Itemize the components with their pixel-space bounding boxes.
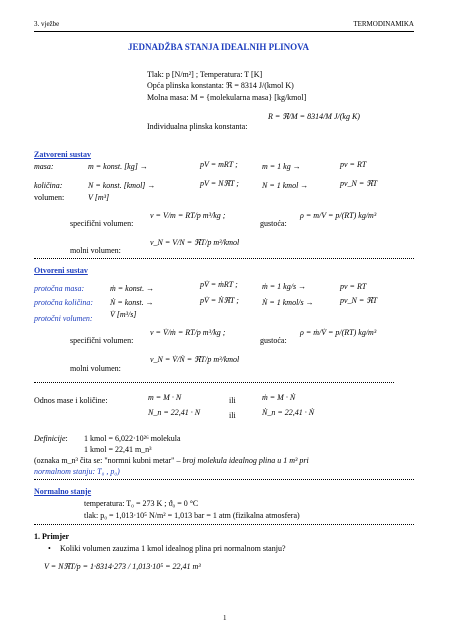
closed-kol-eq: pV = NℜT ;: [200, 179, 239, 188]
open-kol-unit: Ṅ = 1 kmol/s →: [262, 298, 314, 307]
open-masa-label: protočna masa:: [34, 284, 85, 293]
closed-kol-res: pv_N = ℜT: [340, 179, 378, 188]
intro-line-4-label: Individualna plinska konstanta:: [147, 122, 248, 131]
open-molni-label: molni volumen:: [70, 364, 121, 373]
closed-masa-res: pv = RT: [340, 160, 367, 169]
definicije-label: Definicije: [34, 434, 66, 443]
intro-line-4-formula: R = ℜ/M = 8314/M J/(kg K): [268, 112, 360, 121]
odnos-ili-1: ili: [229, 396, 236, 405]
closed-kol-unit: N = 1 kmol →: [262, 181, 309, 190]
open-heading: Otvoreni sustav: [34, 266, 88, 275]
closed-vol-def: V [m³]: [88, 193, 110, 202]
intro-line-1: Tlak: p [N/m²] ; Temperatura: T [K]: [147, 70, 263, 79]
closed-spec-eq: v = V/m = RT/p m³/kg ;: [150, 211, 226, 220]
open-spec-eq: v = V̇/ṁ = RT/p m³/kg ;: [150, 328, 226, 337]
open-vol-label: protočni volumen:: [34, 314, 93, 323]
primjer-solution: V = NℜT/p = 1·8314·273 / 1,013·10⁵ = 22,41 m³: [44, 562, 201, 571]
normalno-tlak: tlak: p₀ = 1,013·10⁵ N/m² = 1,013 bar = 1 atm (fizikalna atmosfera): [84, 511, 300, 520]
definicije-2: 1 kmol = 22,41 m_n³: [84, 445, 152, 454]
closed-heading: Zatvoreni sustav: [34, 150, 91, 159]
closed-molni-label: molni volumen:: [70, 246, 121, 255]
open-masa-def: ṁ = konst. →: [110, 284, 155, 293]
odnos-eq-1: m = M · N: [148, 393, 182, 402]
closed-gust-label: gustoća:: [260, 219, 287, 228]
page-title: JEDNADŽBA STANJA IDEALNIH PLINOVA: [128, 42, 309, 52]
definicije-4: normalnom stanju: T₀ , p₀): [34, 467, 120, 476]
open-kol-eq: pV̇ = ṄℜT ;: [200, 296, 239, 305]
header-left: 3. vježbe: [34, 20, 60, 28]
open-gust-eq: ρ = ṁ/V̇ = p/(RT) kg/m³: [300, 328, 377, 337]
primjer-heading: 1. Primjer: [34, 532, 70, 541]
normalno-heading: Normalno stanje: [34, 487, 92, 496]
closed-gust-eq: ρ = m/V = p/(RT) kg/m³: [300, 211, 377, 220]
closed-molni-eq: v_N = V/N = ℜT/p m³/kmol: [150, 238, 240, 247]
closed-spec-label: specifični volumen:: [70, 219, 134, 228]
closed-masa-def: m = konst. [kg] →: [88, 162, 148, 171]
odnos-eq-3: N_n = 22,41 · N: [148, 408, 201, 417]
odnos-label: Odnos mase i količine:: [34, 396, 108, 405]
closed-masa-eq: pV = mRT ;: [200, 160, 238, 169]
divider: [34, 382, 394, 383]
closed-masa-unit: m = 1 kg →: [262, 162, 301, 171]
open-kol-res: pv_N = ℜT: [340, 296, 378, 305]
open-gust-label: gustoća:: [260, 336, 287, 345]
definicije-block: Definicije:: [34, 434, 68, 443]
definicije-1: 1 kmol = 6,022·10²⁶ molekula: [84, 434, 181, 443]
definicije-3: (oznaka m_n³ čita se: "normni kubni metar" – broj molekula idealnog plina u 1 m³ pri: [34, 456, 309, 465]
closed-kol-def: N = konst. [kmol] →: [88, 181, 156, 190]
intro-line-2: Opća plinska konstanta: ℜ = 8314 J/(kmol K): [147, 81, 294, 90]
open-masa-unit: ṁ = 1 kg/s →: [262, 282, 307, 291]
header-rule: [34, 31, 414, 32]
divider: [34, 479, 414, 480]
page-number: 1: [223, 614, 227, 622]
divider: [34, 524, 414, 525]
odnos-eq-4: Ṅ_n = 22,41 · Ṅ: [262, 408, 315, 417]
divider: [34, 258, 414, 259]
normalno-temp: temperatura: T₀ = 273 K ; ϑ₀ = 0 °C: [84, 499, 199, 508]
primjer-bullet: •: [48, 544, 51, 553]
odnos-ili-2: ili: [229, 411, 236, 420]
closed-kol-label: količina:: [34, 181, 63, 190]
open-vol-def: V̇ [m³/s]: [110, 310, 137, 319]
intro-line-3: Molna masa: M = {molekularna masa} [kg/kmol]: [147, 93, 307, 102]
closed-masa-label: masa:: [34, 162, 54, 171]
primjer-question: Koliki volumen zauzima 1 kmol idealnog plina pri normalnom stanju?: [60, 544, 286, 553]
header-right: TERMODINAMIKA: [353, 20, 414, 28]
closed-vol-label: volumen:: [34, 193, 65, 202]
open-molni-eq: v_N = V̇/Ṅ = ℜT/p m³/kmol: [150, 355, 240, 364]
open-masa-eq: pV̇ = ṁRT ;: [200, 280, 238, 289]
open-spec-label: specifični volumen:: [70, 336, 134, 345]
odnos-eq-2: ṁ = M · Ṅ: [262, 393, 296, 402]
open-masa-res: pv = RT: [340, 282, 367, 291]
open-kol-def: Ṅ = konst. →: [110, 298, 154, 307]
open-kol-label: protočna količina:: [34, 298, 94, 307]
